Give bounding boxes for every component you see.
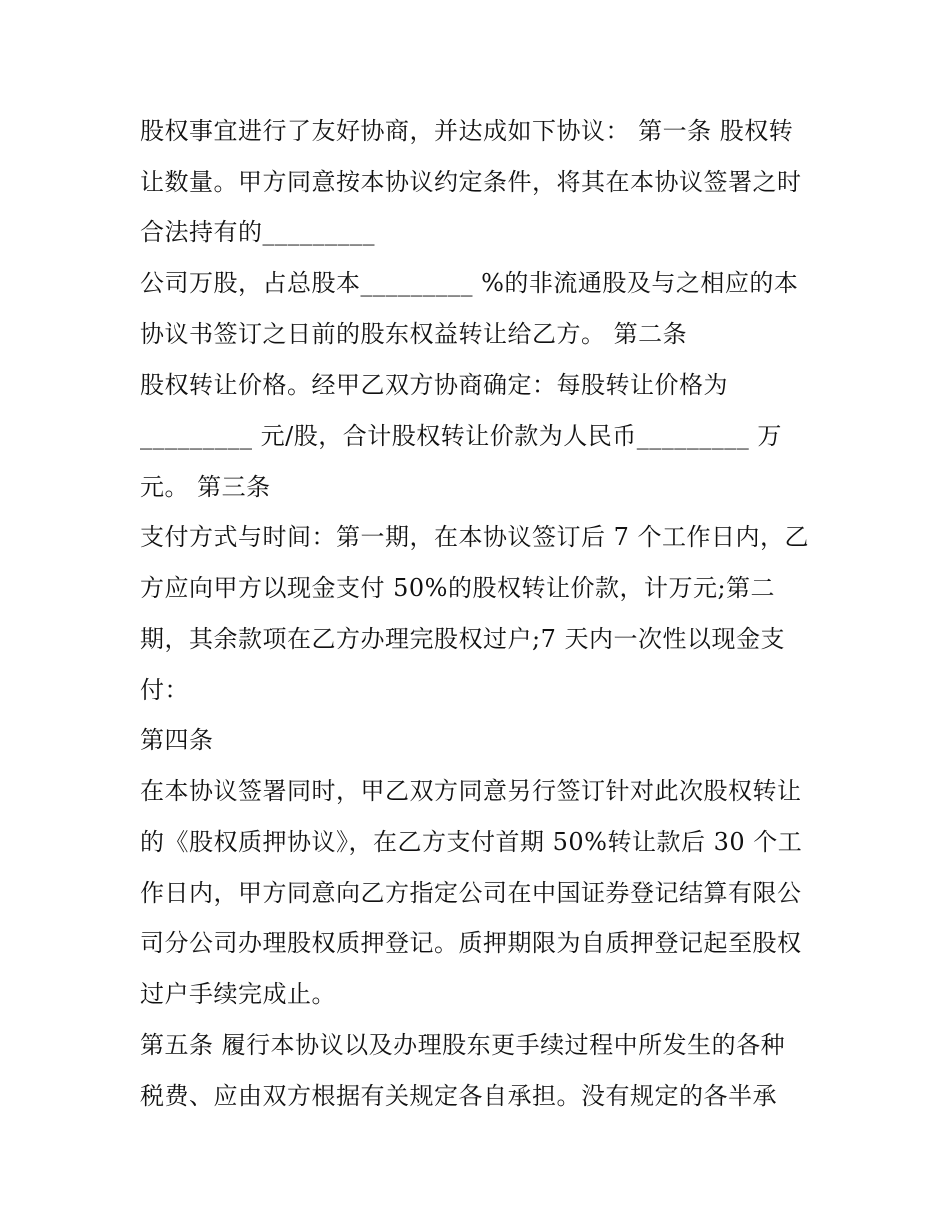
document-line: 作日内，甲方同意向乙方指定公司在中国证券登记结算有限公 bbox=[140, 879, 802, 907]
document-line: 协议书签订之日前的股东权益转让给乙方。 第二条 bbox=[140, 320, 688, 348]
document-line: 股权转让价格。经甲乙双方协商确定：每股转让价格为 bbox=[140, 371, 728, 399]
document-line: 公司万股，占总股本_________ %的非流通股及与之相应的本 bbox=[140, 269, 799, 297]
document-line: 方应向甲方以现金支付 50%的股权转让价款，计万元;第二 bbox=[140, 574, 776, 602]
document-line: 股权事宜进行了友好协商，并达成如下协议： 第一条 股权转 bbox=[140, 117, 794, 145]
document-line: 让数量。甲方同意按本协议约定条件，将其在本协议签署之时 bbox=[140, 168, 802, 196]
document-line: 付： bbox=[140, 676, 189, 704]
document-line: 支付方式与时间：第一期，在本协议签订后 7 个工作日内，乙 bbox=[140, 523, 810, 551]
document-line: _________ 元/股，合计股权转让价款为人民币_________ 万 bbox=[140, 422, 782, 450]
document-line: 第五条 履行本协议以及办理股东更手续过程中所发生的各种 bbox=[140, 1031, 786, 1059]
document-line: 司分公司办理股权质押登记。质押期限为自质押登记起至股权 bbox=[140, 929, 802, 957]
document-line: 的《股权质押协议》，在乙方支付首期 50%转让款后 30 个工 bbox=[140, 828, 803, 856]
document-line: 期，其余款项在乙方办理完股权过户;7 天内一次性以现金支 bbox=[140, 625, 785, 653]
document-line: 税费、应由双方根据有关规定各自承担。没有规定的各半承 bbox=[140, 1082, 777, 1110]
document-line: 元。 第三条 bbox=[140, 473, 271, 501]
document-line: 过户手续完成止。 bbox=[140, 980, 336, 1008]
document-line: 第四条 bbox=[140, 726, 214, 754]
document-line: 在本协议签署同时，甲乙双方同意另行签订针对此次股权转让 bbox=[140, 777, 802, 805]
document-line: 合法持有的_________ bbox=[140, 218, 375, 246]
